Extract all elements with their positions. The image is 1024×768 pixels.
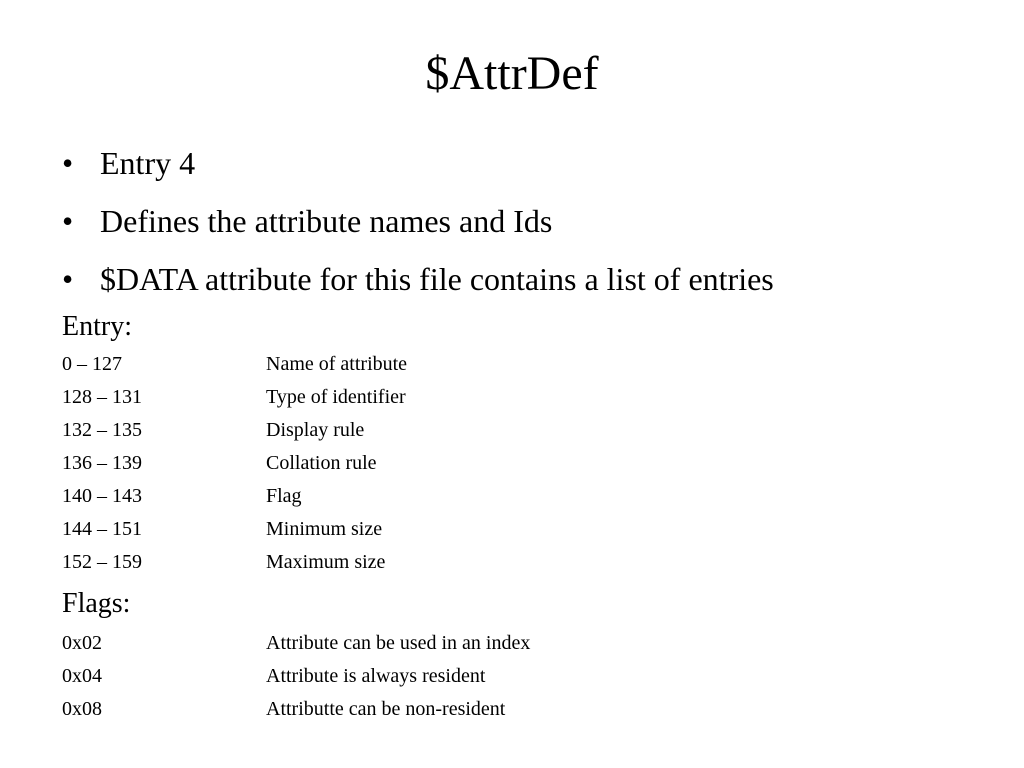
entry-description: Display rule	[266, 419, 365, 441]
entry-range: 128 – 131	[62, 386, 142, 408]
entry-row	[62, 513, 407, 546]
entry-row	[62, 414, 407, 447]
flag-code: 0x02	[62, 632, 102, 654]
flag-code: 0x08	[62, 698, 102, 720]
entry-description: Name of attribute	[266, 353, 408, 375]
entry-range: 132 – 135	[62, 419, 142, 441]
slide-title: $AttrDef	[425, 47, 599, 100]
entry-range: 140 – 143	[62, 485, 142, 507]
bullet-text: $DATA attribute for this file contains a list of entries	[100, 261, 774, 297]
entry-row	[62, 546, 407, 579]
entry-range: 152 – 159	[62, 551, 142, 573]
flag-description: Attributte can be non-resident	[266, 698, 506, 720]
entry-row	[62, 480, 407, 513]
flag-description: Attribute is always resident	[266, 665, 486, 687]
entry-row	[62, 348, 407, 381]
bullet-icon: •	[62, 203, 74, 239]
flag-row	[62, 627, 530, 660]
flags-heading: Flags:	[62, 588, 131, 619]
flag-description: Attribute can be used in an index	[266, 632, 531, 654]
entry-range: 0 – 127	[62, 353, 122, 375]
entry-row	[62, 381, 407, 414]
entry-description: Flag	[266, 485, 302, 507]
entry-description: Maximum size	[266, 551, 386, 573]
bullet-icon: •	[62, 145, 74, 181]
entry-description: Type of identifier	[266, 386, 406, 408]
bullet-text: Entry 4	[100, 145, 196, 181]
flags-table	[62, 627, 530, 726]
bullet-icon: •	[62, 261, 74, 297]
bullet-list	[62, 134, 774, 308]
flag-row	[62, 693, 530, 726]
entry-range: 144 – 151	[62, 518, 142, 540]
bullet-item	[62, 192, 774, 250]
entry-heading: Entry:	[62, 311, 132, 342]
entry-range: 136 – 139	[62, 452, 142, 474]
bullet-item	[62, 250, 774, 308]
bullet-text: Defines the attribute names and Ids	[100, 203, 553, 239]
entry-row	[62, 447, 407, 480]
flag-row	[62, 660, 530, 693]
bullet-item	[62, 134, 774, 192]
entry-table	[62, 348, 407, 579]
entry-description: Minimum size	[266, 518, 383, 540]
entry-description: Collation rule	[266, 452, 377, 474]
flag-code: 0x04	[62, 665, 102, 687]
